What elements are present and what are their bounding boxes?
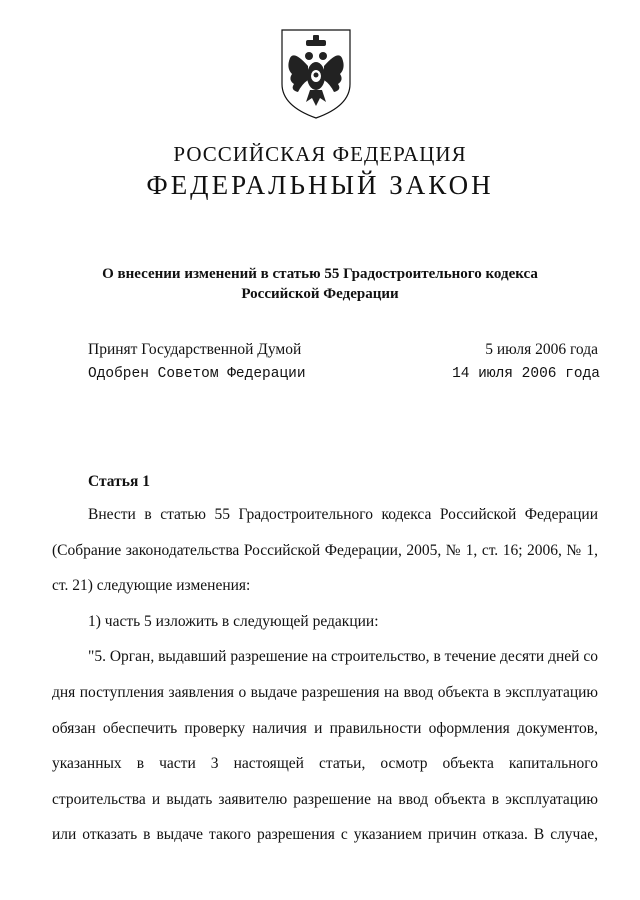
document-type-heading: ФЕДЕРАЛЬНЫЙ ЗАКОН	[146, 170, 494, 200]
article-text-line: ст. 21) следующие изменения:	[52, 577, 251, 594]
article-text-line: (Собрание законодательства Российской Федерации, 2005, № 1, ст. 16; 2006, № 1,	[52, 542, 598, 559]
law-subject	[0, 264, 640, 304]
article-text-line: дня поступления заявления о выдаче разрешения на ввод объекта в эксплуатацию	[52, 684, 598, 701]
article-text-line: обязан обеспечить проверку наличия и правильности оформления документов,	[52, 720, 598, 737]
article-text-line: строительства и выдать заявителю разрешение на ввод объекта в эксплуатацию	[52, 791, 598, 808]
article-text-line: указанных в части 3 настоящей статьи, осмотр объекта капитального	[52, 755, 598, 772]
duma-adoption-date: 5 июля 2006 года	[485, 341, 598, 358]
article-text-line: или отказать в выдаче такого разрешения с указанием причин отказа. В случае,	[52, 826, 598, 843]
law-subject-line: О внесении изменений в статью 55 Градостроительного кодекса	[102, 266, 538, 282]
double-headed-eagle-icon	[276, 26, 356, 120]
article-text-line: 1) часть 5 изложить в следующей редакции:	[88, 613, 379, 630]
article-text-line: "5. Орган, выдавший разрешение на строительство, в течение десяти дней со	[88, 648, 598, 665]
duma-adoption-label: Принят Государственной Думой	[88, 341, 302, 358]
country-heading: РОССИЙСКАЯ ФЕДЕРАЦИЯ	[173, 142, 467, 166]
article-heading: Статья 1	[88, 473, 150, 490]
council-approval-label: Одобрен Советом Федерации	[88, 366, 306, 382]
council-approval-date: 14 июля 2006 года	[452, 366, 600, 382]
article-text-line: Внести в статью 55 Градостроительного кодекса Российской Федерации	[88, 506, 598, 523]
law-subject-line: Российской Федерации	[241, 286, 399, 302]
